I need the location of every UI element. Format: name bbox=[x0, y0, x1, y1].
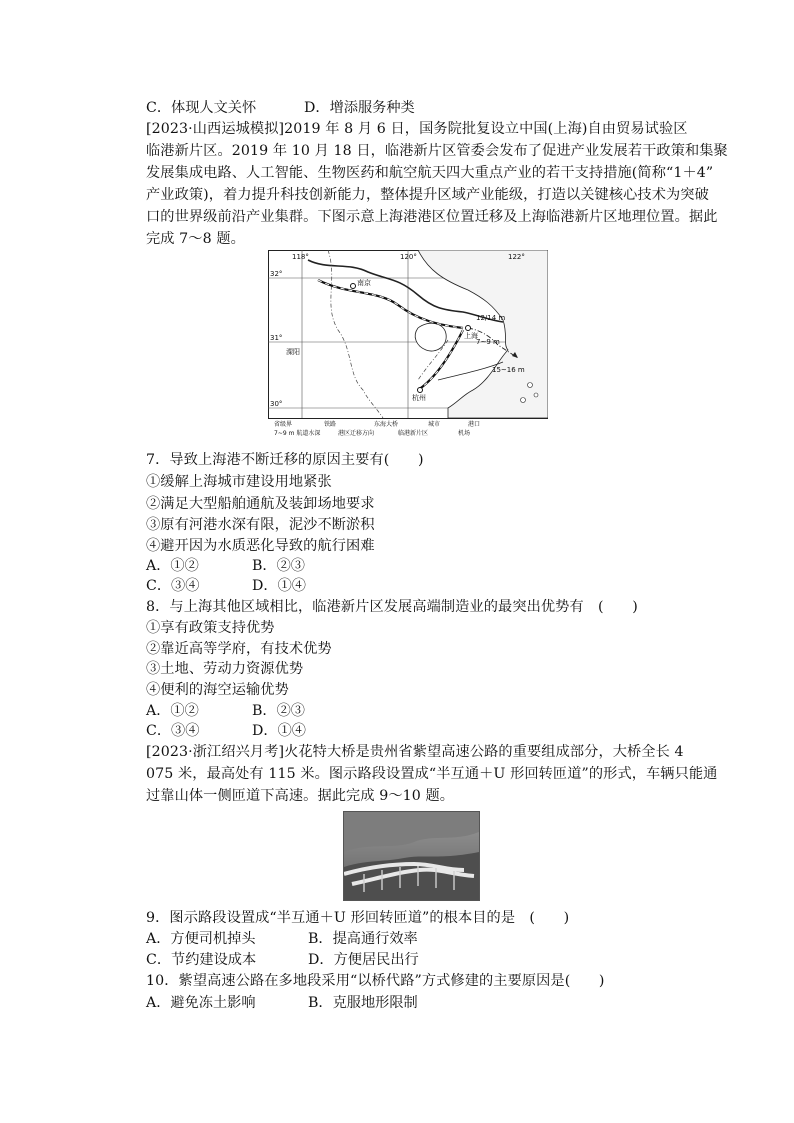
legend-item: 省级界 bbox=[274, 421, 293, 428]
q9-option-c: C．节约建设成本 bbox=[146, 952, 257, 968]
q9-option-a: A．方便司机掉头 bbox=[146, 931, 256, 947]
q7-item: ①缓解上海城市建设用地紧张 bbox=[146, 474, 332, 490]
question-10-stem: 10．紫望高速公路在多地段采用“以桥代路”方式修建的主要原因是( ) bbox=[146, 973, 605, 989]
question-7-stem: 7．导致上海港不断迁移的原因主要有( ) bbox=[146, 452, 424, 468]
q7-item: ③原有河港水深有限，泥沙不断淤积 bbox=[146, 517, 375, 533]
q7-option-b: B．②③ bbox=[252, 558, 305, 574]
legend-item: 7~9 m 航道水深 bbox=[274, 430, 321, 436]
lat-label: 32° bbox=[270, 270, 283, 278]
legend-item: 东海大桥 bbox=[374, 421, 399, 428]
q8-option-d: D．①④ bbox=[252, 723, 306, 739]
legend-item: 城市 bbox=[428, 421, 441, 428]
q7-option-d: D．①④ bbox=[252, 578, 306, 594]
question-8-stem: 8．与上海其他区域相比，临港新片区发展高端制造业的最突出优势有 ( ) bbox=[146, 599, 638, 615]
legend-item: 铁路 bbox=[324, 421, 337, 428]
lat-label: 30° bbox=[270, 400, 283, 408]
passage1-line: 完成 7～8 题。 bbox=[146, 231, 245, 247]
question-9-stem: 9．图示路段设置成“半互通＋U 形回转匝道”的根本目的是 ( ) bbox=[146, 910, 570, 926]
option-d: D．增添服务种类 bbox=[304, 100, 415, 116]
q8-item: ③土地、劳动力资源优势 bbox=[146, 661, 304, 677]
q10-option-a: A．避免冻土影响 bbox=[146, 995, 256, 1011]
legend-item: 港口 bbox=[468, 421, 481, 428]
passage1-line: 产业政策)，着力提升科技创新能力，整体提升区域产业能级，打造以关键核心技术为突破 bbox=[146, 187, 709, 203]
option-c: C．体现人文关怀 bbox=[146, 100, 257, 116]
depth-label: 7~9 m bbox=[476, 338, 500, 346]
legend-item: 港区迁移方向 bbox=[338, 430, 375, 436]
passage1-line: [2023·山西运城模拟]2019 年 8 月 6 日，国务院批复设立中国(上海)自由贸易试验区 bbox=[146, 121, 688, 137]
q8-item: ①享有政策支持优势 bbox=[146, 620, 275, 636]
bridge-photo bbox=[343, 811, 480, 901]
q10-option-b: B．克服地形限制 bbox=[308, 995, 418, 1011]
q8-item: ④便利的海空运输优势 bbox=[146, 682, 289, 698]
lat-label: 31° bbox=[270, 334, 283, 342]
city-label: 溧阳 bbox=[286, 348, 300, 356]
depth-label: 15~16 m bbox=[492, 366, 525, 374]
q8-option-a: A．①② bbox=[146, 703, 199, 719]
q7-option-a: A．①② bbox=[146, 558, 199, 574]
q7-item: ④避开因为水质恶化导致的航行困难 bbox=[146, 538, 375, 554]
q8-option-b: B．②③ bbox=[252, 703, 305, 719]
passage2-line: 过靠山体一侧匝道下高速。据此完成 9～10 题。 bbox=[146, 788, 455, 804]
q8-option-c: C．③④ bbox=[146, 723, 200, 739]
shanghai-port-map bbox=[268, 250, 548, 436]
lon-label: 122° bbox=[508, 253, 525, 261]
legend-item: 机场 bbox=[458, 430, 471, 436]
passage2-line: [2023·浙江绍兴月考]火花特大桥是贵州省紫望高速公路的重要组成部分，大桥全长 4 bbox=[146, 744, 684, 760]
passage2-line: 075 米，最高处有 115 米。图示路段设置成“半互通＋U 形回转匝道”的形式，车辆只能通 bbox=[146, 766, 718, 782]
passage1-line: 临港新片区。2019 年 10 月 18 日，临港新片区管委会发布了促进产业发展若干政策和集聚 bbox=[146, 143, 728, 159]
city-label: 杭州 bbox=[412, 394, 426, 402]
q9-option-d: D．方便居民出行 bbox=[308, 952, 419, 968]
q7-option-c: C．③④ bbox=[146, 578, 200, 594]
city-label: 上海 bbox=[464, 332, 478, 340]
lon-label: 118° bbox=[292, 253, 309, 261]
depth-label: 12/14 m bbox=[476, 314, 506, 322]
q7-item: ②满足大型船舶通航及装卸场地要求 bbox=[146, 496, 375, 512]
city-label: 南京 bbox=[357, 279, 371, 287]
lon-label: 120° bbox=[400, 253, 417, 261]
q9-option-b: B．提高通行效率 bbox=[308, 931, 418, 947]
passage1-line: 发展集成电路、人工智能、生物医药和航空航天四大重点产业的若干支持措施(简称“1＋4” bbox=[146, 165, 714, 181]
legend-item: 临港新片区 bbox=[398, 430, 429, 436]
passage1-line: 口的世界级前沿产业集群。下图示意上海港港区位置迁移及上海临港新片区地理位置。据此 bbox=[146, 209, 718, 225]
q8-item: ②靠近高等学府，有技术优势 bbox=[146, 641, 332, 657]
